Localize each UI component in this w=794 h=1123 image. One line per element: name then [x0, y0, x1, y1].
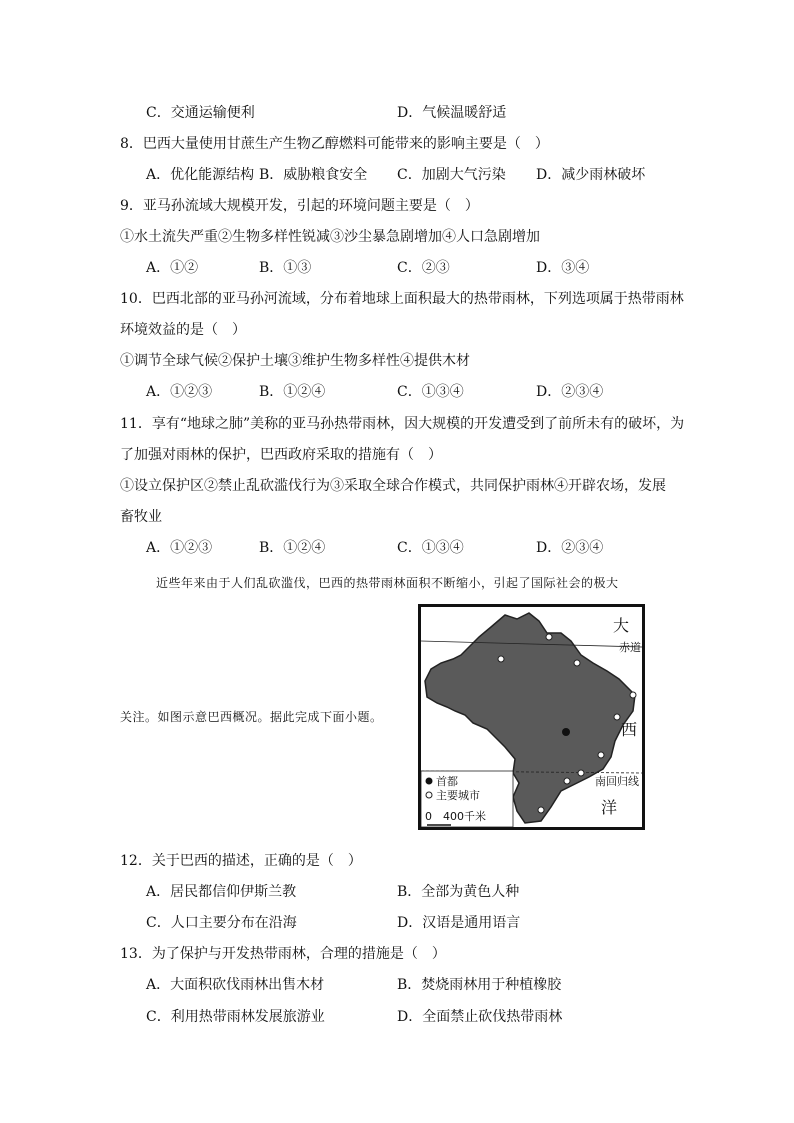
q9-option-c: C．②③: [397, 260, 450, 276]
legend-capital-symbol: [426, 778, 433, 785]
tropic-label: 南回归线: [595, 775, 639, 788]
q11-option-d: D．②③④: [536, 540, 604, 556]
q7-option-c: C．交通运输便利: [146, 105, 255, 121]
q12-stem: 12．关于巴西的描述，正确的是（ ）: [120, 853, 362, 869]
q12-option-c: C．人口主要分布在沿海: [146, 915, 297, 931]
legend-city-label: 主要城市: [436, 789, 480, 802]
intro-line2: 关注。如图示意巴西概况。据此完成下面小题。: [120, 710, 383, 724]
q10-option-c: C．①③④: [397, 384, 464, 400]
q13-option-c: C．利用热带雨林发展旅游业: [146, 1009, 325, 1025]
q8-stem: 8．巴西大量使用甘蔗生产生物乙醇燃料可能带来的影响主要是（ ）: [120, 136, 549, 152]
q11-items-line2: 畜牧业: [120, 509, 162, 525]
q9-option-a: A．①②: [146, 260, 199, 276]
q13-option-a: A．大面积砍伐雨林出售木材: [146, 977, 325, 993]
scale-label: 0 400千米: [425, 810, 486, 823]
q13-option-b: B．焚烧雨林用于种植橡胶: [397, 977, 562, 993]
q12-option-a: A．居民都信仰伊斯兰教: [146, 884, 297, 900]
q11-stem-line2: 了加强对雨林的保护，巴西政府采取的措施有（ ）: [120, 447, 442, 463]
q11-option-b: B．①②④: [259, 540, 326, 556]
city-marker: [614, 714, 620, 720]
city-marker: [574, 660, 580, 666]
legend-city-symbol: [426, 792, 432, 798]
city-marker: [564, 778, 570, 784]
ocean-label-2: 西: [621, 720, 638, 739]
legend-capital-label: 首都: [436, 775, 458, 788]
q12-option-d: D．汉语是通用语言: [397, 915, 521, 931]
city-marker: [598, 752, 604, 758]
q9-option-b: B．①③: [259, 260, 312, 276]
city-marker: [546, 634, 552, 640]
q10-stem-line1: 10．巴西北部的亚马孙河流域，分布着地球上面积最大的热带雨林，下列选项属于热带雨林: [120, 291, 684, 307]
q7-option-d: D．气候温暖舒适: [397, 105, 507, 121]
ocean-label-1: 大: [613, 616, 630, 635]
brazil-map: [418, 604, 645, 830]
q8-option-a: A．优化能源结构: [146, 167, 255, 183]
q9-stem: 9．亚马孙流域大规模开发，引起的环境问题主要是（ ）: [120, 198, 479, 214]
q12-option-b: B．全部为黄色人种: [397, 884, 520, 900]
q13-option-d: D．全面禁止砍伐热带雨林: [397, 1009, 563, 1025]
equator-label: 赤道: [619, 641, 641, 654]
q9-option-d: D．③④: [536, 260, 590, 276]
q10-stem-line2: 环境效益的是（ ）: [120, 322, 246, 338]
q8-option-c: C．加剧大气污染: [397, 167, 506, 183]
city-marker: [630, 692, 636, 698]
q10-option-d: D．②③④: [536, 384, 604, 400]
ocean-label-3: 洋: [601, 798, 618, 817]
q9-items: ①水土流失严重②生物多样性锐减③沙尘暴急剧增加④人口急剧增加: [120, 229, 540, 245]
q11-option-c: C．①③④: [397, 540, 464, 556]
q11-option-a: A．①②③: [146, 540, 213, 556]
q10-items: ①调节全球气候②保护土壤③维护生物多样性④提供木材: [120, 353, 470, 369]
city-marker: [538, 807, 544, 813]
city-marker: [498, 656, 504, 662]
q8-option-b: B．威胁粮食安全: [259, 167, 368, 183]
capital-marker: [562, 728, 570, 736]
q11-stem-line1: 11．享有“地球之肺”美称的亚马孙热带雨林，因大规模的开发遭受到了前所未有的破坏，为: [120, 416, 685, 432]
q11-items-line1: ①设立保护区②禁止乱砍滥伐行为③采取全球合作模式，共同保护雨林④开辟农场，发展: [120, 478, 666, 494]
q10-option-b: B．①②④: [259, 384, 326, 400]
city-marker: [578, 770, 584, 776]
intro-line1: 近些年来由于人们乱砍滥伐，巴西的热带雨林面积不断缩小，引起了国际社会的极大: [156, 576, 619, 590]
q10-option-a: A．①②③: [146, 384, 213, 400]
q8-option-d: D．减少雨林破坏: [536, 167, 646, 183]
q13-stem: 13．为了保护与开发热带雨林，合理的措施是（ ）: [120, 946, 446, 962]
